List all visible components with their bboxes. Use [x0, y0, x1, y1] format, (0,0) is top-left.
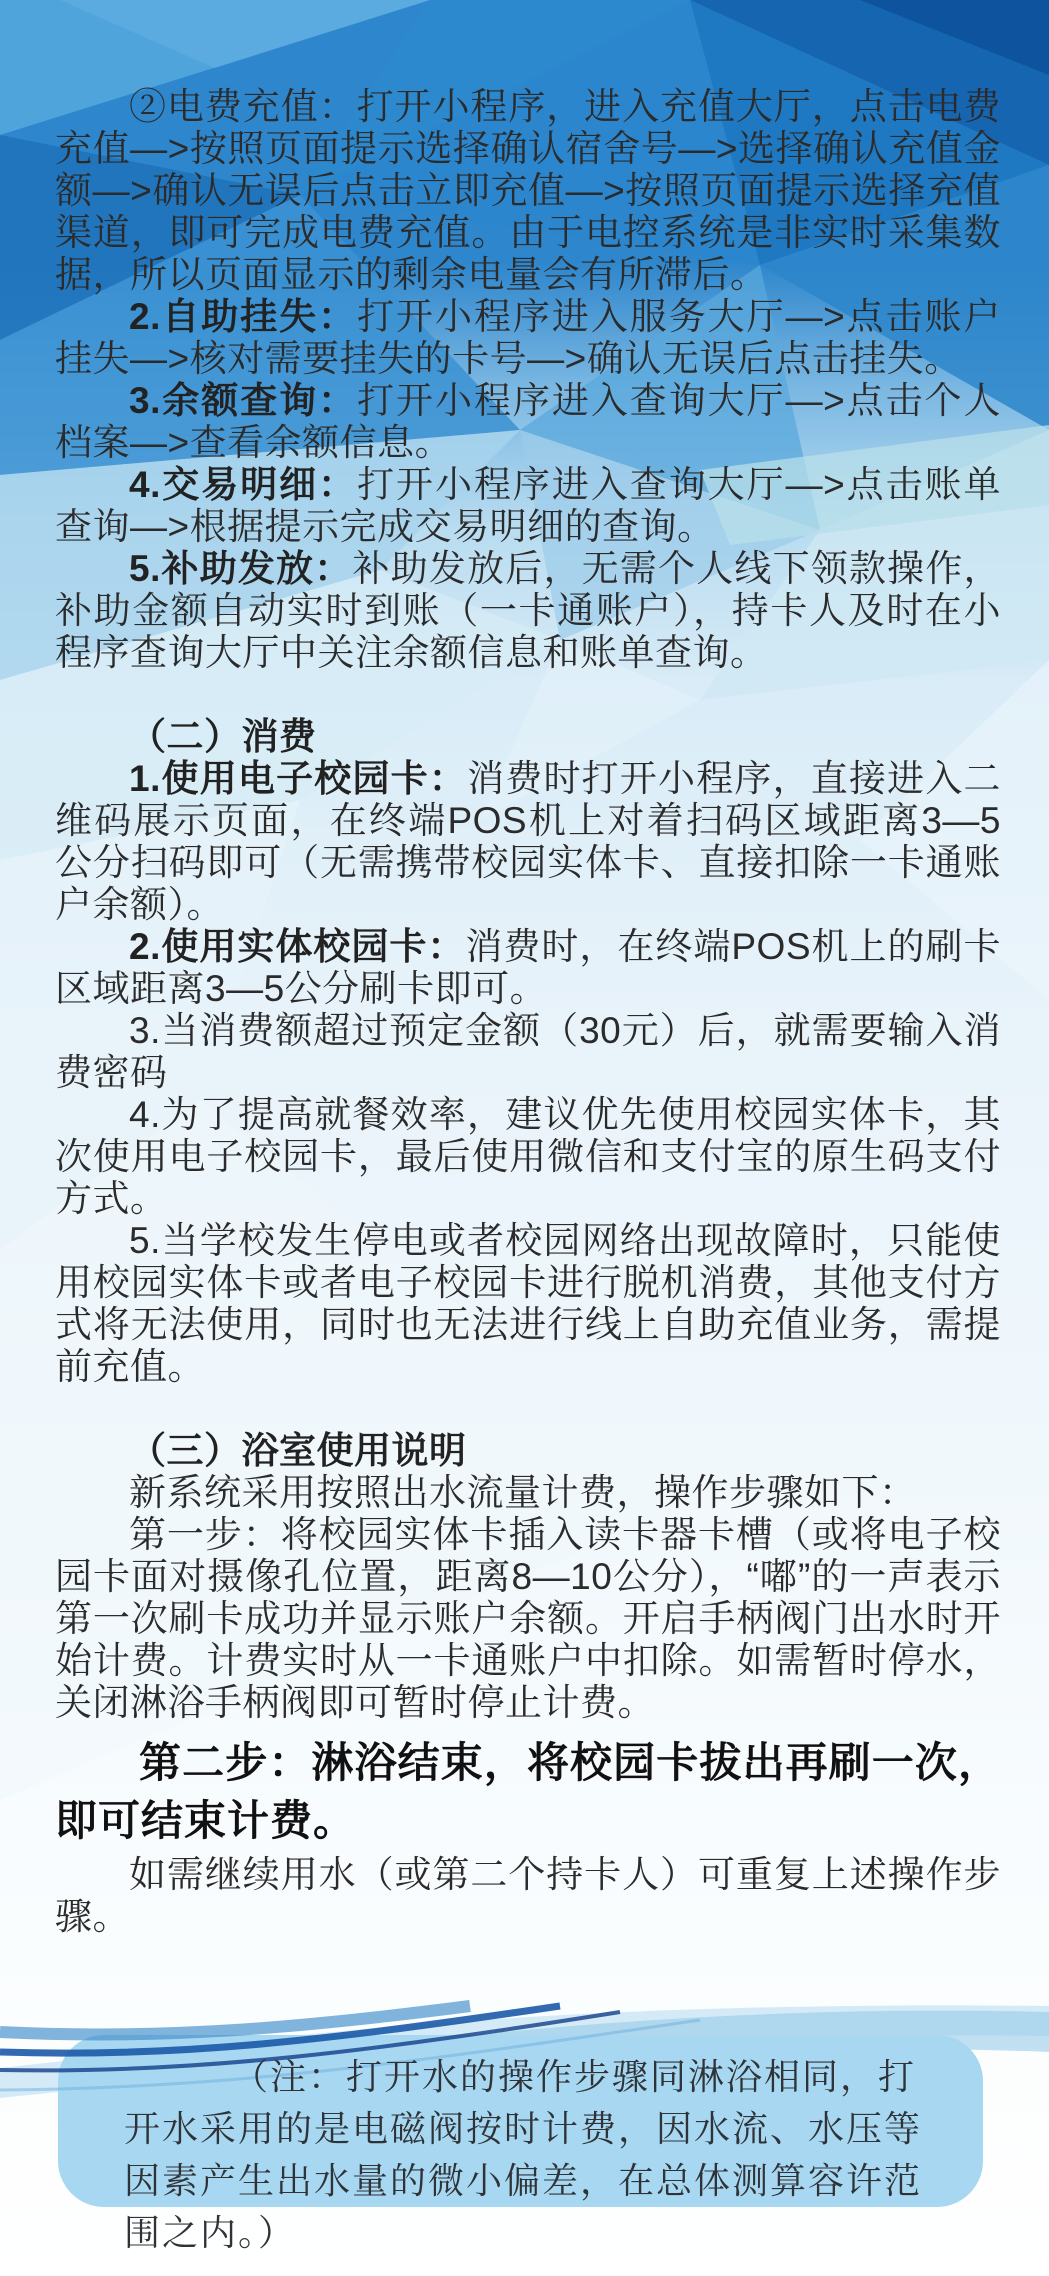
- section-heading: （二）消费: [129, 716, 317, 757]
- paragraph: 如需继续用水（或第二个持卡人）可重复上述操作步骤。: [55, 1854, 1001, 1937]
- paragraph: 3.余额查询：打开小程序进入查询大厅—>点击个人档案—>查看余额信息。: [55, 380, 1002, 463]
- paragraph: 5.当学校发生停电或者校园网络出现故障时，只能使用校园实体卡或者电子校园卡进行脱机消费，其他支付方式将无法使用，同时也无法进行线上自助充值业务，需提前充值。: [55, 1220, 1001, 1387]
- paragraph: 1.使用电子校园卡：消费时打开小程序，直接进入二维码展示页面，在终端POS机上对着扫码区域距离3—5公分扫码即可（无需携带校园实体卡、直接扣除一卡通账户余额）。: [55, 758, 1002, 925]
- paragraph: ②电费充值：打开小程序，进入充值大厅，点击电费充值—>按照页面提示选择确认宿舍号—>选择确认充值金额—>确认无误后点击立即充值—>按照页面提示选择充值渠道，即可完成电费充值。由于电控系统是非实时采集数据，所以页面显示的剩余电量会有所滞后。: [55, 86, 1002, 295]
- paragraph: 新系统采用按照出水流量计费，操作步骤如下：: [129, 1472, 917, 1513]
- paragraph-label: 3.余额查询：: [129, 380, 358, 421]
- paragraph: 第一步：将校园实体卡插入读卡器卡槽（或将电子校园卡面对摄像孔位置，距离8—10公分），“嘟”的一声表示第一次刷卡成功并显示账户余额。开启手柄阀门出水时开始计费。计费实时从一卡通账户中扣除。如需暂时停水，关闭淋浴手柄阀即可暂时停止计费。: [55, 1514, 1002, 1723]
- paragraph: 4.为了提高就餐效率，建议优先使用校园实体卡，其次使用电子校园卡，最后使用微信和支付宝的原生码支付方式。: [55, 1094, 1001, 1219]
- paragraph: 2.自助挂失：打开小程序进入服务大厅—>点击账户挂失—>核对需要挂失的卡号—>确认无误后点击挂失。: [55, 296, 1002, 379]
- paragraph: 4.交易明细：打开小程序进入查询大厅—>点击账单查询—>根据提示完成交易明细的查询。: [55, 464, 1002, 547]
- paragraph: 2.使用实体校园卡：消费时，在终端POS机上的刷卡区域距离3—5公分刷卡即可。: [55, 926, 1001, 1009]
- paragraph-label: 2.使用实体校园卡：: [129, 926, 466, 967]
- note-box: [58, 2035, 983, 2253]
- paragraph-label: ②电费充值：: [129, 86, 357, 127]
- section-heading: （三）浴室使用说明: [129, 1430, 467, 1471]
- paragraph: 第二步：淋浴结束，将校园卡拔出再刷一次，即可结束计费。: [55, 1739, 1001, 1844]
- paragraph: 3.当消费额超过预定金额（30元）后，就需要输入消费密码: [55, 1010, 1001, 1093]
- paragraph-label: 5.补助发放：: [129, 548, 353, 589]
- paragraph-label: 1.使用电子校园卡：: [129, 758, 468, 799]
- paragraph-label: 4.交易明细：: [129, 464, 358, 505]
- paragraph-label: 2.自助挂失：: [129, 296, 358, 337]
- content: [55, 0, 1001, 1938]
- paragraph-label: 第一步：: [129, 1514, 281, 1555]
- note-text: （注：打开水的操作步骤同淋浴相同，打开水采用的是电磁阀按时计费，因水流、水压等因素产生出水量的微小偏差，在总体测算容许范围之内。）: [124, 2057, 923, 2253]
- paragraph: 5.补助发放：补助发放后，无需个人线下领款操作，补助金额自动实时到账（一卡通账户），持卡人及时在小程序查询大厅中关注余额信息和账单查询。: [55, 548, 1002, 673]
